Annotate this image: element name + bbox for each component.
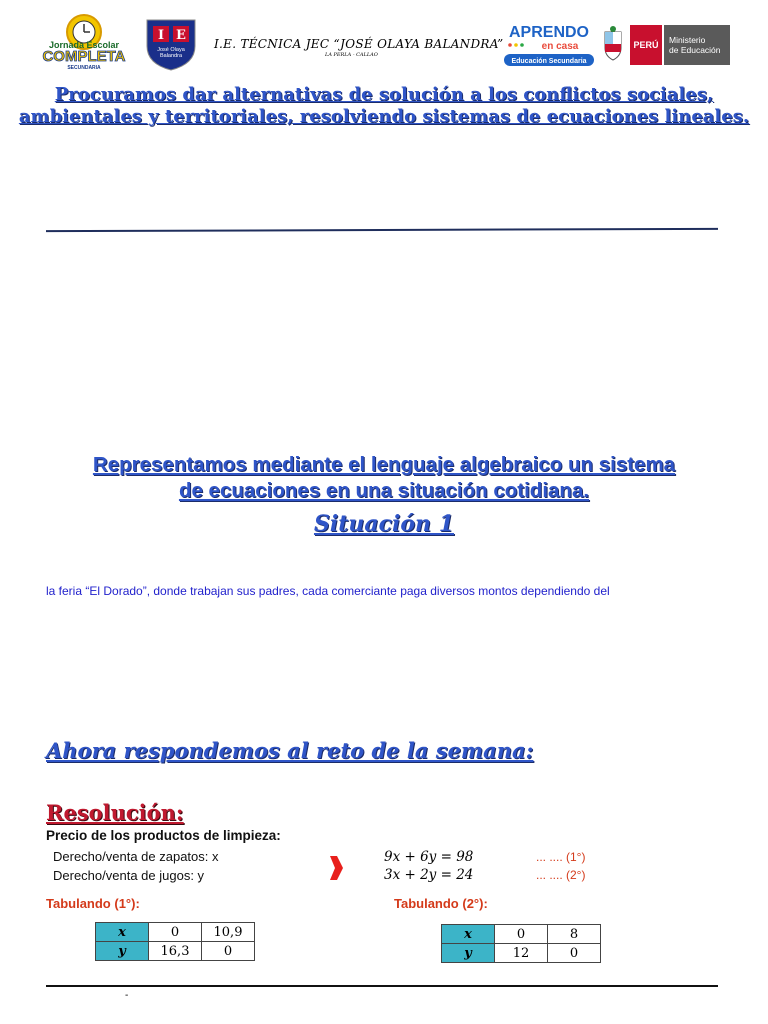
equation-2-tag: ... .... (2°) — [536, 868, 586, 882]
table-cell: 8 — [548, 925, 601, 944]
school-name: I.E. TÉCNICA JEC “JOSÉ OLAYA BALANDRA” — [214, 37, 504, 51]
divider-rule — [46, 228, 718, 232]
jornada-sub-text: SECUNDARIA — [67, 65, 101, 71]
main-title-line1: Procuramos dar alternativas de solución a los conflictos sociales, — [54, 84, 714, 105]
table-cell: 12 — [495, 944, 548, 963]
tabulation-2-table — [441, 924, 601, 963]
red-arrow-icon — [328, 853, 344, 883]
minedu-country: PERÚ — [630, 25, 664, 65]
tabulation-1-label: Tabulando (1°): — [46, 896, 140, 911]
school-location: LA PERLA - CALLAO — [325, 52, 378, 58]
jornada-main-text: COMPLETA — [42, 48, 126, 65]
minedu-line2: de Educación — [669, 45, 721, 55]
table-row — [442, 925, 601, 944]
situation-text: la feria “El Dorado”, donde trabajan sus padres, cada comerciante paga diversos montos dependiendo del — [46, 584, 610, 598]
crest-letter-i: I — [157, 28, 165, 43]
table-row — [442, 944, 601, 963]
section-subtitle — [0, 452, 768, 504]
table-header-cell: y — [96, 942, 149, 961]
table-cell: 0 — [202, 942, 255, 961]
minedu-line1: Ministerio — [669, 35, 706, 45]
table-cell: 0 — [495, 925, 548, 944]
table-row — [96, 942, 255, 961]
table-cell: 10,9 — [202, 923, 255, 942]
subtitle-line2: de ecuaciones en una situación cotidiana. — [178, 479, 590, 502]
crest-letter-e: E — [176, 28, 186, 43]
subtitle-line1: Representamos mediante el lenguaje algebraico un sistema — [92, 453, 676, 476]
table-cell: 0 — [149, 923, 202, 942]
equation-1-tag: ... .... (1°) — [536, 850, 586, 864]
school-crest-logo — [143, 16, 199, 72]
table-header-cell: x — [442, 925, 495, 944]
tabulation-2-label: Tabulando (2°): — [394, 896, 488, 911]
products-heading: Precio de los productos de limpieza: — [46, 828, 281, 843]
situation-heading: Situación 1 — [313, 511, 455, 537]
table-cell: 16,3 — [149, 942, 202, 961]
crest-name-line1: José Olaya — [157, 47, 185, 53]
challenge-heading: Ahora respondemos al reto de la semana: — [46, 738, 534, 763]
peru-coat-of-arms-icon — [600, 24, 626, 64]
crest-name-line2: Balandra — [159, 53, 183, 59]
aprendo-en-casa-logo — [500, 22, 598, 68]
aprendo-line2: en casa — [541, 41, 579, 52]
table-row — [96, 923, 255, 942]
aprendo-line3: Educación Secundaria — [511, 58, 587, 65]
footer-rule — [46, 985, 718, 987]
equation-1: 9x + 6y = 98 — [384, 849, 474, 865]
jornada-escolar-completa-logo — [34, 10, 134, 72]
equation-2: 3x + 2y = 24 — [384, 867, 474, 883]
jornada-top-text: Jornada Escolar — [48, 40, 120, 50]
resolution-heading: Resolución: — [46, 800, 184, 825]
main-title-line2: ambientales y territoriales, resolviendo sistemas de ecuaciones lineales. — [18, 106, 750, 127]
table-header-cell: x — [96, 923, 149, 942]
ministerio-educacion-logo — [630, 25, 730, 65]
aprendo-line1: APRENDO — [508, 24, 590, 41]
footer-mark: - — [125, 990, 129, 1001]
tabulation-1-table — [95, 922, 255, 961]
table-cell: 0 — [548, 944, 601, 963]
main-title — [0, 84, 768, 128]
products-line-juices: Derecho/venta de jugos: y — [53, 868, 205, 883]
table-header-cell: y — [442, 944, 495, 963]
products-line-shoes: Derecho/venta de zapatos: x — [53, 849, 219, 864]
